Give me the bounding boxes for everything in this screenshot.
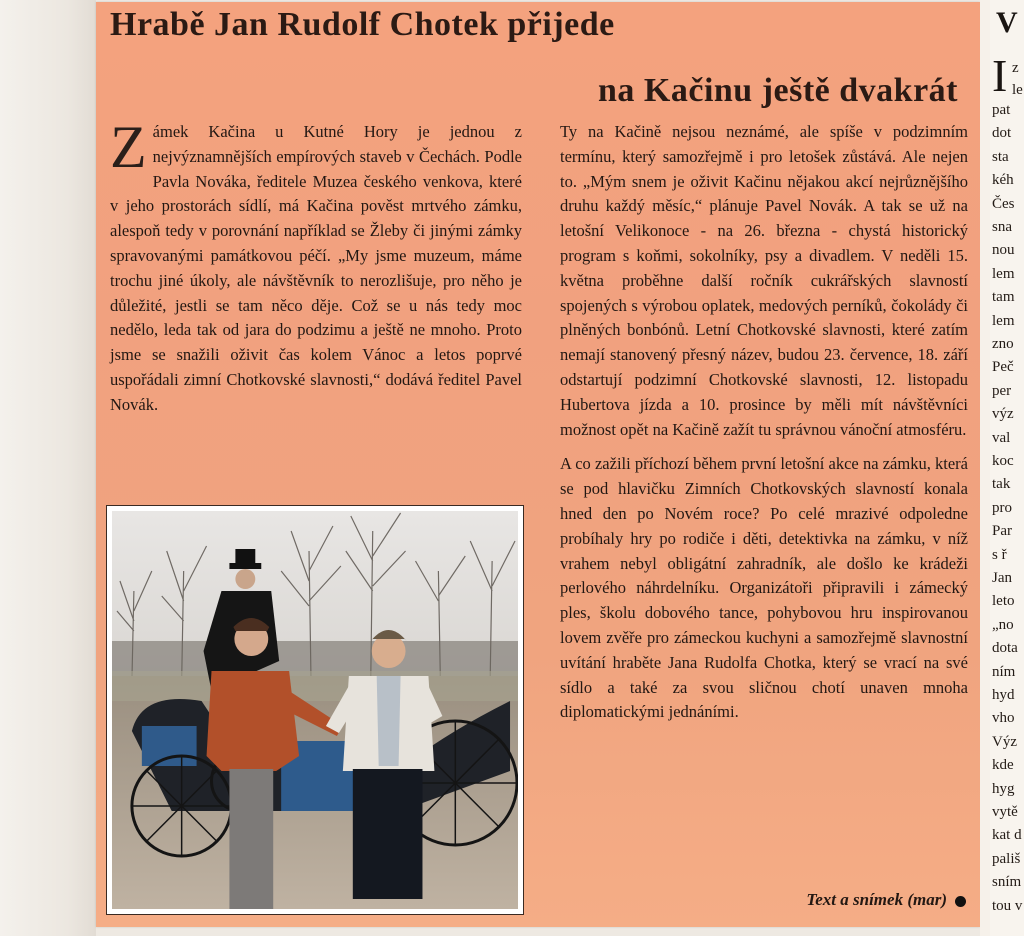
adjacent-text-line: kéh xyxy=(992,172,1014,189)
adjacent-text-line: zno xyxy=(992,336,1014,352)
adjacent-text-line: val xyxy=(992,429,1011,446)
adjacent-text-line: tam xyxy=(992,289,1015,306)
adjacent-text-line: dota xyxy=(992,640,1018,657)
adjacent-text-line: z xyxy=(1012,60,1019,76)
adjacent-text-line: dot xyxy=(992,125,1012,142)
adjacent-text-line: Par xyxy=(992,523,1012,540)
adjacent-text-line: per xyxy=(992,382,1012,399)
adjacent-text-line: Peč xyxy=(992,359,1014,376)
adjacent-text-line: sna xyxy=(992,219,1012,235)
adjacent-text-line: vytě xyxy=(992,804,1018,820)
adjacent-text-line: hyd xyxy=(992,687,1015,703)
adjacent-text-line: kat d xyxy=(992,827,1022,844)
adjacent-text-line: lem xyxy=(992,312,1015,329)
adjacent-article-column xyxy=(990,0,1024,936)
article-column-left xyxy=(110,114,522,418)
article xyxy=(96,2,980,927)
adjacent-text-line: le xyxy=(1012,82,1023,98)
adjacent-text-line: leto xyxy=(992,593,1015,610)
adjacent-text-line: kde xyxy=(992,757,1014,774)
carriage-photo-image xyxy=(112,511,518,909)
adjacent-text-line: s ř xyxy=(992,546,1007,563)
article-photo xyxy=(106,505,524,915)
page-margin xyxy=(0,0,96,936)
end-bullet-icon xyxy=(955,896,966,907)
column-gutter xyxy=(980,0,990,936)
intro-paragraph xyxy=(110,114,522,418)
adjacent-text-line: tak xyxy=(992,476,1011,493)
drop-cap: Z xyxy=(110,114,147,180)
adjacent-heading-fragment: V xyxy=(996,6,1018,39)
adjacent-text-line: lem xyxy=(992,265,1015,282)
adjacent-text-line: sním xyxy=(992,874,1022,891)
adjacent-text-line: Jan xyxy=(992,570,1012,586)
intro-text: ámek Kačina u Kutné Hory je jednou z nejvýznamnějších empírových staveb v Čechách. Podle Pavla Nováka, ředitele Muzea českého venkova, které v jeho prostorách sídlí, má Kačina pověst mrtvého zámku, alespoň tedy v porovnání například se Žleby či jinými zámky spravovanými památkovou péčí. „My jsme muzeum, máme trochu jiné úkoly, ale návštěvník to nerozlišuje, pro něho je důležité, jestli se tam něco děje. Což se u nás tedy moc nedělo, leda tak od jara do podzimu a ještě ne mnoho. Proto jsme se snažili oživit čas kolem Vánoc a letos poprvé uspořádali zimní Chotkovské slavnosti,“ dodává ředitel Pavel Novák. xyxy=(110,122,522,414)
adjacent-text-line: výz xyxy=(992,406,1014,423)
adjacent-drop-cap: I xyxy=(992,50,1008,101)
right-paragraph-2: A co zažili příchozí během první letošní akce na zámku, která se pod hlavičku Zimních Chotkovských slavností konala hned den po Novém roce? Po celé mrazivé odpoledne probíhaly hry po rodiče i děti, detektivka na zámku, v níž vrahem nebyl obligátní zahradník, ale došlo ke krádeži perlového náhrdelníku. Organizátoři připravili i zámecký ples, školu dobového tance, pohybovou hru inspirovanou lovem zvěře pro zámeckou kuchyni a samozřejmě slavnostní uvítání hraběte Jana Rudolfa Chotka, který se vrací na své sídlo a také za svou sličnou chotí unaven mnoha diplomatickými jednáními. xyxy=(560,454,968,722)
adjacent-text-line: pališ xyxy=(992,850,1021,867)
adjacent-text-line: hyg xyxy=(992,780,1015,797)
headline-line-1: Hrabě Jan Rudolf Chotek přijede xyxy=(110,6,615,43)
article-column-right xyxy=(560,120,968,725)
photo-credit xyxy=(736,890,966,910)
adjacent-text-line: pro xyxy=(992,499,1012,516)
adjacent-text-line: pat xyxy=(992,102,1011,118)
adjacent-text-line: ním xyxy=(992,663,1016,680)
credit-text: Text a snímek (mar) xyxy=(806,890,947,909)
headline-line-2: na Kačinu ještě dvakrát xyxy=(598,72,958,109)
adjacent-text-line: „no xyxy=(992,616,1014,633)
adjacent-text-line: sta xyxy=(992,148,1009,165)
adjacent-text-line: vho xyxy=(992,710,1015,727)
right-paragraph-1: Ty na Kačině nejsou neznámé, ale spíše v podzimním termínu, který samozřejmě i pro letošek zůstává. Ale nejen to. „Mým snem je oživit Kačinu nějakou akcí nejrůznějšího druhu každý měsíc,“ plánuje Pavel Novák. A tak se už na letošní Velikonoce - na 26. března - chystá historický program s koňmi, sokolníky, psy a divadlem. V neděli 15. května proběhne další ročník cukrářských slavností spojených s výrobou oplatek, medových perníků, čokolády či plněných bonbónů. Letní Chotkovské slavnosti, které zatím nemají stanovený přesný název, budou 23. července, 18. září odstartují podzimní Chotkovské slavnosti, 12. listopadu Hubertova jízda a 10. prosince by měli mít návštěvníci možnost opět na Kačině zažít tu správnou vánoční atmosféru. xyxy=(560,122,968,439)
adjacent-text-line: koc xyxy=(992,453,1014,469)
adjacent-text-line: Čes xyxy=(992,195,1015,212)
adjacent-text-line: tou v xyxy=(992,897,1023,914)
adjacent-text-line: Výz xyxy=(992,733,1017,750)
adjacent-text-line: nou xyxy=(992,242,1015,259)
